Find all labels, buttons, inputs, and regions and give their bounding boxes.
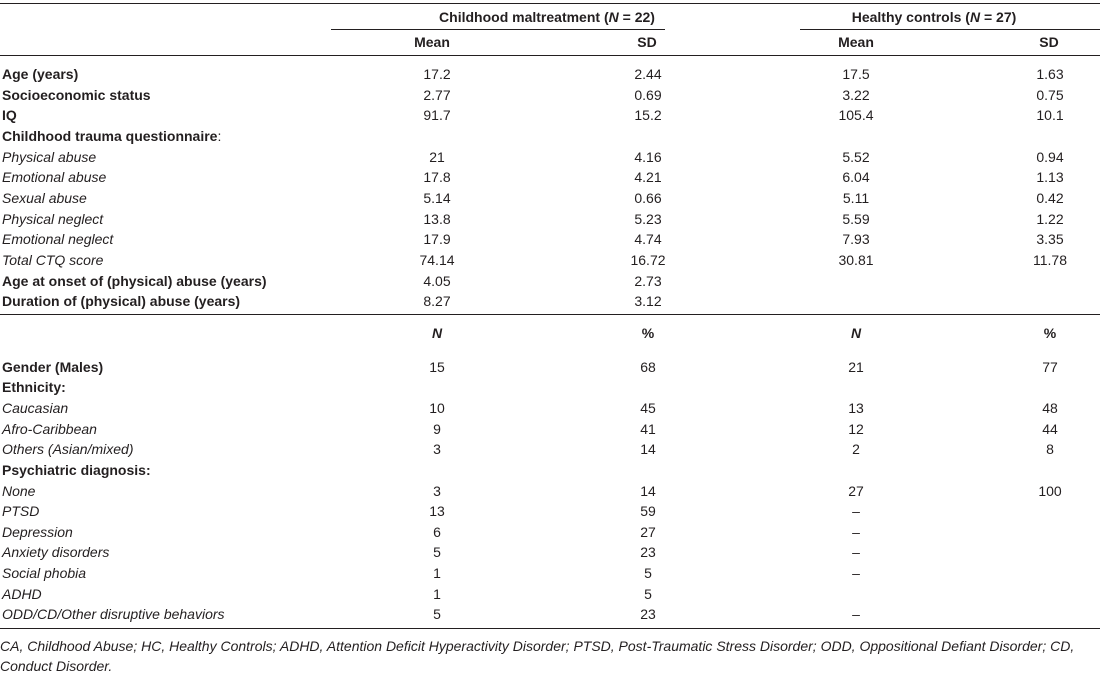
value-cell: 17.9 bbox=[423, 231, 451, 247]
value-cell: 5.59 bbox=[842, 211, 870, 227]
value-cell: 59 bbox=[640, 503, 656, 519]
value-cell: 4.05 bbox=[423, 273, 451, 289]
row-label: Age at onset of (physical) abuse (years) bbox=[2, 273, 267, 289]
value-cell: 12 bbox=[848, 421, 864, 437]
value-cell: 68 bbox=[640, 359, 656, 375]
value-cell: 17.5 bbox=[842, 66, 870, 82]
value-cell: 2.44 bbox=[634, 66, 662, 82]
row-label-suffix: : bbox=[217, 128, 222, 144]
value-cell: 7.93 bbox=[842, 231, 870, 247]
group-header-label: Healthy controls ( bbox=[851, 9, 970, 25]
row-label: ODD/CD/Other disruptive behaviors bbox=[2, 606, 225, 622]
value-cell: 74.14 bbox=[419, 252, 455, 268]
value-cell: 14 bbox=[640, 483, 656, 499]
value-cell: – bbox=[852, 606, 860, 622]
row-label: Emotional neglect bbox=[2, 231, 114, 247]
value-cell: 5 bbox=[644, 586, 652, 602]
value-cell: 0.94 bbox=[1036, 149, 1064, 165]
value-cell: 45 bbox=[640, 400, 656, 416]
row-label: Emotional abuse bbox=[2, 169, 107, 185]
value-cell: 0.66 bbox=[634, 190, 662, 206]
row-label: Psychiatric diagnosis: bbox=[2, 462, 151, 478]
value-cell: 5.14 bbox=[423, 190, 451, 206]
value-cell: 23 bbox=[640, 544, 656, 560]
value-cell: 5.11 bbox=[842, 190, 870, 206]
value-cell: 1 bbox=[433, 565, 441, 581]
column-header: SD bbox=[1039, 34, 1059, 50]
row-label: Caucasian bbox=[2, 400, 69, 416]
value-cell: 2.77 bbox=[423, 87, 451, 103]
group-rule-maltreatment bbox=[331, 29, 665, 30]
value-cell: 10.1 bbox=[1036, 107, 1064, 123]
row-label: IQ bbox=[2, 107, 17, 123]
row-label: Social phobia bbox=[2, 565, 87, 581]
value-cell: 100 bbox=[1038, 483, 1062, 499]
row-label: Age (years) bbox=[2, 66, 79, 82]
value-cell: 27 bbox=[848, 483, 864, 499]
mid-rule bbox=[0, 314, 1100, 315]
value-cell: 15 bbox=[429, 359, 445, 375]
value-cell: 1 bbox=[433, 586, 441, 602]
header-rule bbox=[0, 55, 1100, 56]
row-label: Physical neglect bbox=[2, 211, 104, 227]
value-cell: 15.2 bbox=[634, 107, 662, 123]
value-cell: 4.16 bbox=[634, 149, 662, 165]
value-cell: 13 bbox=[848, 400, 864, 416]
value-cell: 6.04 bbox=[842, 169, 870, 185]
value-cell: 16.72 bbox=[630, 252, 666, 268]
row-label: PTSD bbox=[2, 503, 40, 519]
value-cell: 105.4 bbox=[838, 107, 874, 123]
value-cell: 3.35 bbox=[1036, 231, 1064, 247]
row-label: Ethnicity: bbox=[2, 379, 66, 395]
row-label: Sexual abuse bbox=[2, 190, 87, 206]
row-label: Socioeconomic status bbox=[2, 87, 151, 103]
value-cell: 3.22 bbox=[842, 87, 870, 103]
column-header: Mean bbox=[838, 34, 874, 50]
value-cell: 21 bbox=[429, 149, 445, 165]
row-label: Duration of (physical) abuse (years) bbox=[2, 293, 241, 309]
value-cell: 5 bbox=[644, 565, 652, 581]
value-cell: – bbox=[852, 503, 860, 519]
value-cell: 6 bbox=[433, 524, 441, 540]
column-header: SD bbox=[637, 34, 657, 50]
row-label: Gender (Males) bbox=[2, 359, 104, 375]
value-cell: 9 bbox=[433, 421, 441, 437]
group-header bbox=[852, 8, 1017, 26]
value-cell: 23 bbox=[640, 606, 656, 622]
value-cell: 4.21 bbox=[634, 169, 662, 185]
group-header-n: N bbox=[969, 9, 981, 25]
value-cell: 41 bbox=[640, 421, 656, 437]
group-header-n: N bbox=[608, 9, 619, 25]
value-cell: 3 bbox=[433, 483, 441, 499]
value-cell: 8 bbox=[1046, 441, 1054, 457]
value-cell: 1.63 bbox=[1036, 66, 1064, 82]
row-label: None bbox=[2, 483, 36, 499]
value-cell: 4.74 bbox=[634, 231, 662, 247]
value-cell: 77 bbox=[1042, 359, 1058, 375]
row-label: Others (Asian/mixed) bbox=[2, 441, 134, 457]
row-label: Childhood trauma questionnaire: bbox=[2, 128, 222, 144]
value-cell: 91.7 bbox=[423, 107, 451, 123]
value-cell: 13 bbox=[429, 503, 445, 519]
value-cell: 13.8 bbox=[423, 211, 451, 227]
value-cell: 2.73 bbox=[634, 273, 662, 289]
value-cell: – bbox=[852, 544, 860, 560]
value-cell: 3.12 bbox=[634, 293, 662, 309]
row-label: Total CTQ score bbox=[2, 252, 104, 268]
value-cell: 10 bbox=[429, 400, 445, 416]
value-cell: 27 bbox=[640, 524, 656, 540]
value-cell: 3 bbox=[433, 441, 441, 457]
value-cell: 8.27 bbox=[423, 293, 451, 309]
row-label: Physical abuse bbox=[2, 149, 97, 165]
value-cell: – bbox=[852, 524, 860, 540]
value-cell: 5 bbox=[433, 606, 441, 622]
column-header: Mean bbox=[414, 34, 450, 50]
row-label: Afro-Caribbean bbox=[2, 421, 97, 437]
value-cell: 21 bbox=[848, 359, 864, 375]
value-cell: 17.2 bbox=[423, 66, 451, 82]
value-cell: 44 bbox=[1042, 421, 1058, 437]
group-header-n-value: = 22) bbox=[618, 9, 655, 25]
column-header: N bbox=[850, 325, 862, 341]
value-cell: – bbox=[852, 565, 860, 581]
value-cell: 0.42 bbox=[1036, 190, 1064, 206]
value-cell: 1.13 bbox=[1036, 169, 1064, 185]
value-cell: 5.52 bbox=[842, 149, 870, 165]
value-cell: 5.23 bbox=[634, 211, 662, 227]
group-rule-controls bbox=[800, 29, 1100, 30]
column-header: N bbox=[431, 325, 443, 341]
value-cell: 14 bbox=[640, 441, 656, 457]
value-cell: 2 bbox=[852, 441, 860, 457]
value-cell: 17.8 bbox=[423, 169, 451, 185]
value-cell: 30.81 bbox=[838, 252, 874, 268]
group-header-n-value: = 27) bbox=[980, 9, 1017, 25]
value-cell: 0.69 bbox=[634, 87, 662, 103]
row-label: Anxiety disorders bbox=[2, 544, 110, 560]
value-cell: 1.22 bbox=[1036, 211, 1064, 227]
value-cell: 0.75 bbox=[1036, 87, 1064, 103]
group-header-label: Childhood maltreatment ( bbox=[439, 9, 609, 25]
column-header: % bbox=[641, 325, 655, 341]
top-rule bbox=[0, 3, 1100, 4]
value-cell: 48 bbox=[1042, 400, 1058, 416]
value-cell: 5 bbox=[433, 544, 441, 560]
bottom-rule bbox=[0, 628, 1100, 629]
row-label: ADHD bbox=[2, 586, 42, 602]
table-footnote: CA, Childhood Abuse; HC, Healthy Controls; ADHD, Attention Deficit Hyperactivity Disorder; PTSD, Post-Traumatic Stress Disorder; ODD, Oppositional Defiant Disorder; CD, Conduct Disorder. bbox=[0, 638, 1075, 674]
row-label: Depression bbox=[2, 524, 73, 540]
column-header: % bbox=[1043, 325, 1057, 341]
group-header bbox=[439, 8, 655, 26]
value-cell: 11.78 bbox=[1033, 252, 1067, 268]
